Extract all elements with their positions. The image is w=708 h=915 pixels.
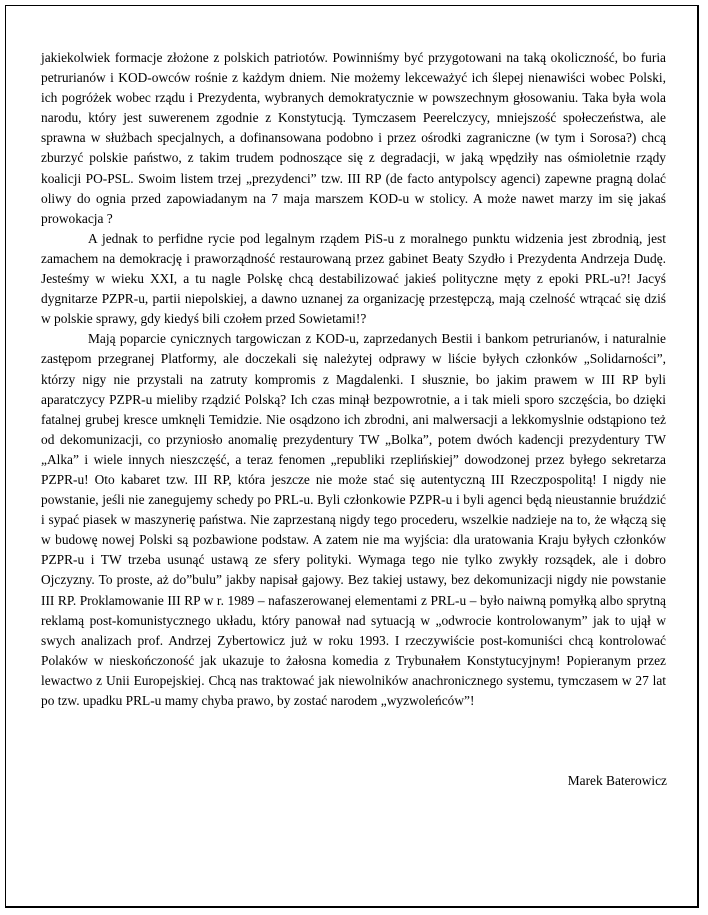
paragraph-1: jakiekolwiek formacje złożone z polskich patriotów. Powinniśmy być przygotowani na taką okoliczność, bo furia petrurianów i KOD-owców rośnie z każdym dniem. Nie możemy lekceważyć ich ślepej nienawiści wobec Polski, ich pogróżek wobec rządu i Prezydenta, wybranych demokratycznie w powszechnym głosowaniu. Taka była wola narodu, który jest suwerenem zgodnie z Konstytucją. Tymczasem Peerelczycy, mniejszość społeczeństwa, ale sprawna w służbach specjalnych, a dofinansowana podobno i przez ośrodki zagraniczne (w tym i Sorosa?) chcą zburzyć polskie państwo, z takim trudem podnoszące się z degradacji, w jaką wpędziły nas ośmioletnie rządy koalicji PO-PSL. Swoim listem trzej „prezydenci” tzw. III RP (de facto antypolscy agenci) zapewne pragną dolać oliwy do ognia przed zapowiadanym na 7 maja marszem KOD-u w stolicy. A może nawet marzy im się jakaś prowokacja ? bbox=[41, 50, 666, 226]
document-body bbox=[41, 48, 666, 711]
author-signature: Marek Baterowicz bbox=[567, 773, 667, 788]
paragraph-3: Mają poparcie cynicznych targowiczan z KOD-u, zaprzedanych Bestii i bankom petrurianów, i naturalnie zastępom przegranej Platformy, ale doczekali się należytej odprawy w liście byłych członków „Solidarności”, którzy nigy nie przystali na zatruty kompromis z Magdalenki. I słusznie, bo jakim prawem w III RP byli aparatczycy PZPR-u mieliby rządzić Polską? Ich czas minął bezpowrotnie, a i tak mieli sporo szczęścia, bo dzięki fatalnej grubej kresce umknęli Temidzie. Nie osądzono ich zbrodni, ani malwersacji a lekkomyslnie odstąpiono też od dekomunizacji, co przyniosło anomalię prezydentury TW „Bolka”, potem dwóch kadencji prezydentury TW „Alka” i wiele innych nieszczęść, a teraz fenomen „republiki rzeplińskiej” dowodzonej przez byłego sekretarza PZPR-u! Oto kabaret tzw. III RP, która jeszcze nie może stać się autentyczną III Rzeczpospolitą! I nigdy nie powstanie, jeśli nie zanegujemy schedy po PRL-u. Byli członkowie PZPR-u i byli agenci będą nieustannie bruździć i sypać piasek w maszynerię państwa. Nie zaprzestaną nigdy tego procederu, wszelkie nadzieje na to, że włączą się w budowę nowej Polski są pozbawione podstaw. A zatem nie ma wyjścia: dla uratowania Kraju byłych członków PZPR-u i TW trzeba usunąć ustawą ze sfery polityki. Wymaga tego nie tylko zwykły rozsądek, ale i dobro Ojczyzny. To proste, aż do”bulu” jakby napisał gajowy. Bez takiej ustawy, bez dekomunizacji nigdy nie powstanie III RP. Proklamowanie III RP w r. 1989 – nafaszerowanej elementami z PRL-u – było naiwną pomyłką albo sprytną reklamą post-komunistycznego układu, który panował nad sytuacją w „odwrocie kontrolowanym” jak to ujął w swych analizach prof. Andrzej Zybertowicz już w roku 1993. I rzeczywiście post-komuniści chcą kontrolować Polaków w nieskończoność jak ukazuje to żałosna komedia z Trybunałem Konstytucyjnym! Popieranym przez lewactwo z Unii Europejskiej. Chcą nas traktować jak niewolników anachronicznego systemu, tymczasem w 27 lat po tzw. upadku PRL-u mamy chyba prawo, by zostać narodem „wyzwoleńców”! bbox=[41, 331, 666, 708]
paragraph-2: A jednak to perfidne rycie pod legalnym rządem PiS-u z moralnego punktu widzenia jest zbrodnią, jest zamachem na demokrację i praworządność restaurowaną przez gabinet Beaty Szydło i Prezydenta Andrzeja Dudę. Jesteśmy w wieku XXI, a tu nagle Polskę chcą destabilizować jakieś polityczne męty z epoki PRL-u?! Jacyś dygnitarze PZPR-u, partii niepolskiej, a dawno uznanej za organizację przestępczą, mają czelność wtrącać się dziś w polskie sprawy, gdy kiedyś bili czołem przed Sowietami!? bbox=[41, 230, 666, 327]
